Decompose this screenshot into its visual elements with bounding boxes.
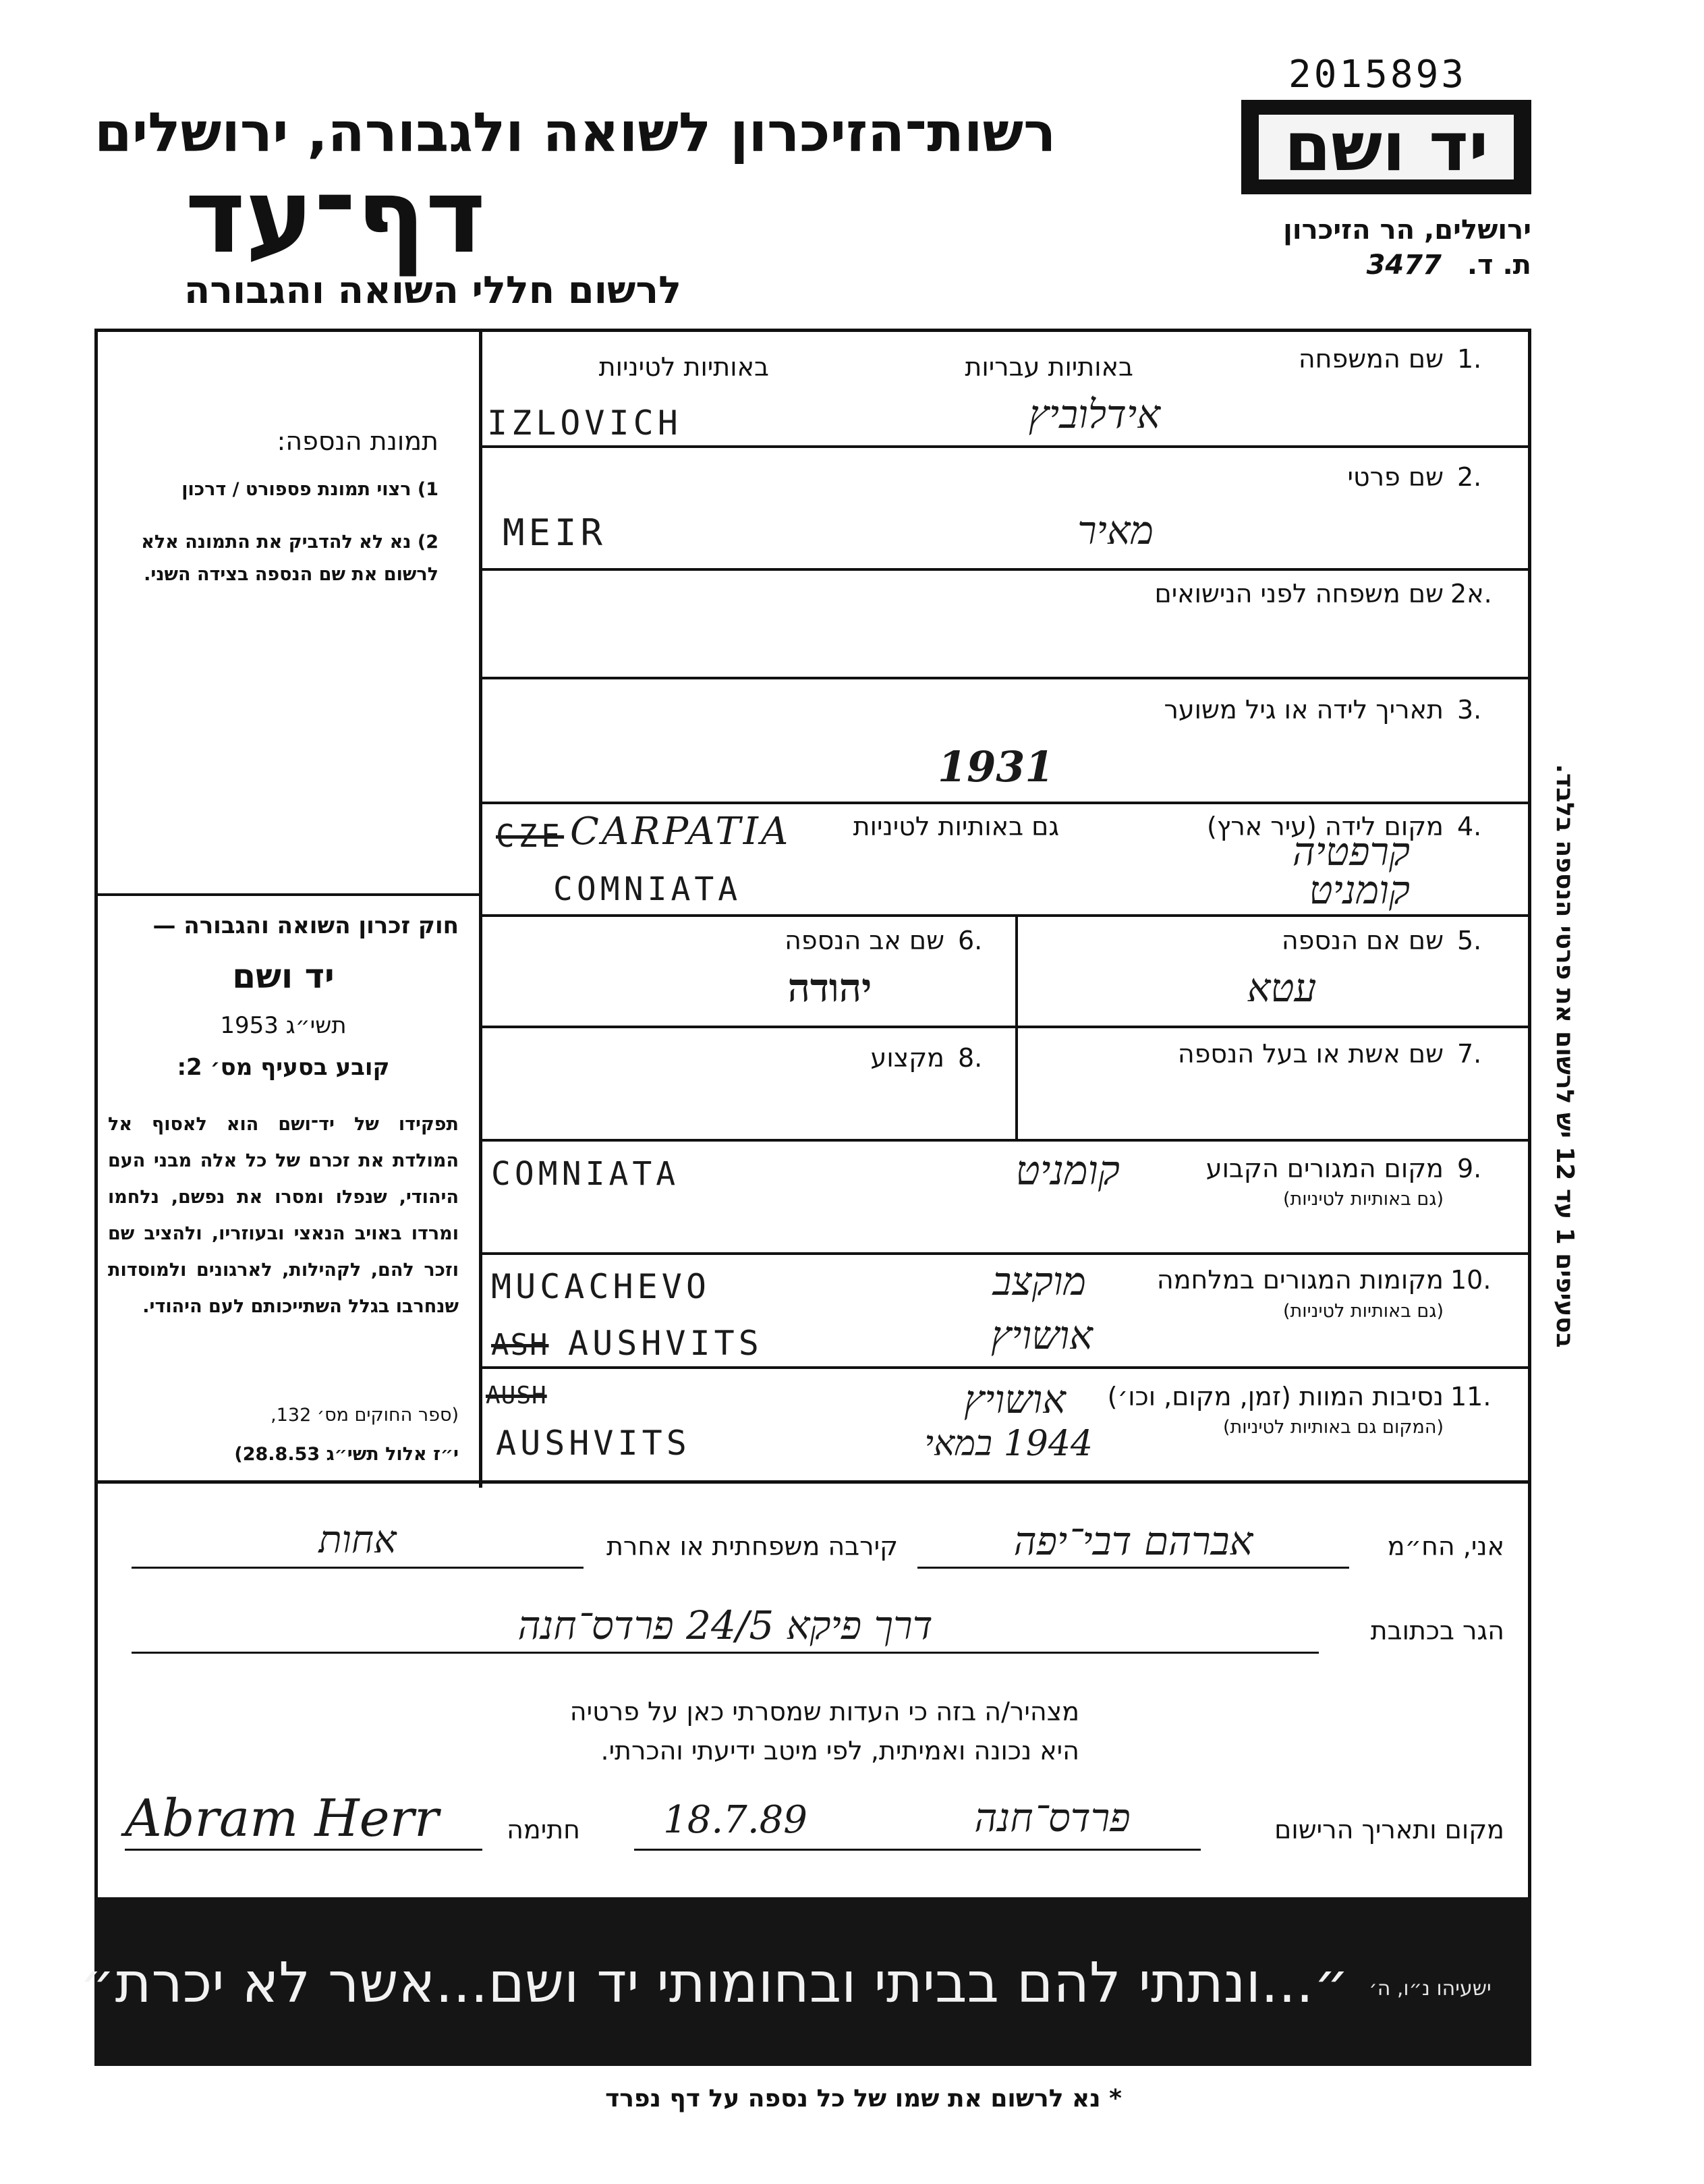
declarant-name-value: אברהם דבי־יפה — [1013, 1518, 1253, 1564]
signature-line — [125, 1849, 482, 1851]
f10-hebrew-value-2: אושויץ — [991, 1312, 1093, 1358]
f1-latin-value: IZLOVICH — [487, 403, 682, 443]
law-ref-2: י״ז אלול תשי״ג 28.8.53) — [234, 1444, 459, 1465]
po-box-label: ת. ד. — [1467, 250, 1531, 281]
photo-note-2: 2) נא לא להדביק את התמונה אלא לרשום את שם הנספה בצידה השני. — [141, 532, 438, 585]
f10-sub-label: (גם באותיות לטיניות) — [1282, 1301, 1444, 1322]
address-line-underline — [132, 1652, 1319, 1654]
place-date-line — [634, 1849, 1201, 1851]
f6-label: שם אב הנספה — [785, 926, 944, 955]
serial-number: 2015893 — [1288, 53, 1467, 96]
f1-label: שם המשפחה — [1298, 344, 1444, 374]
f8-label: מקצוע — [870, 1043, 944, 1073]
f4-latin-value-2: COMNIATA — [553, 870, 742, 908]
f7-number: 7. — [1457, 1039, 1482, 1069]
law-title: חוק זכרון השואה והגבורה — — [152, 912, 459, 939]
f1-hebrew-value: אידלוביץ — [1028, 391, 1160, 437]
banner-source: ישעיהו נ״ו, ה׳ — [1369, 1977, 1492, 2000]
date-value: 18.7.89 — [663, 1798, 807, 1842]
f2a-number: 2א. — [1450, 579, 1492, 609]
row-line-3 — [480, 802, 1529, 804]
po-box-number: 3477 — [1366, 250, 1442, 281]
page-title: דף־עד — [185, 157, 486, 276]
f3-label: תאריך לידה או גיל משוער — [1164, 695, 1444, 725]
law-clause: קובע בסעיף מס׳ 2: — [177, 1054, 390, 1081]
relation-value: אחות — [318, 1518, 397, 1562]
f7-label: שם אשת או בעל הנספה — [1177, 1039, 1444, 1069]
place-value: פרדס־חנה — [974, 1795, 1131, 1841]
f2-hebrew-value: מאיר — [1077, 507, 1154, 553]
address-value: דרך פיקא 24/5 פרדס־חנה — [517, 1602, 933, 1648]
f10-latin-strike: ASH — [491, 1328, 549, 1362]
f4-latin-value-1: CARPATIA — [570, 810, 791, 853]
banner-quote: ״...ונתתי להם בביתי ובחומותי יד ושם...אשר לא יכרת״ — [79, 1951, 1349, 2015]
f4-sub-label: גם באותיות לטיניות — [853, 812, 1059, 841]
row-line-10 — [480, 1366, 1529, 1369]
f1-number: 1. — [1457, 344, 1482, 374]
f11-latin-strike: AUSH — [486, 1382, 547, 1409]
f3-value: 1931 — [938, 742, 1054, 791]
f5-label: שם אם הנספה — [1281, 926, 1444, 955]
col-divider-56 — [1015, 916, 1018, 1028]
photo-note-1: 1) רצוי תמונת פספורט / דרכון — [181, 479, 438, 500]
authority-title: רשות־הזיכרון לשואה ולגבורה, ירושלים — [94, 101, 1056, 164]
f8-number: 8. — [958, 1043, 983, 1073]
statement-line-2: היא נכונה ואמיתית, לפי מיטב ידיעתי והכרתי. — [600, 1736, 1079, 1766]
f11-hebrew-value-2: 1944 במאי — [924, 1424, 1093, 1464]
f11-hebrew-value-1: אושויץ — [964, 1376, 1066, 1422]
relation-label: קירבה משפחתית או אחרת — [606, 1532, 899, 1561]
row-line-56 — [480, 1026, 1529, 1028]
declaration-left-border — [94, 1481, 98, 1899]
page-subtitle: לרשום חללי השואה והגבורה — [183, 269, 681, 312]
logo-text: יד ושם — [1284, 107, 1489, 186]
f9-sub-label: (גם באותיות לטיניות) — [1282, 1189, 1444, 1210]
declaration-right-border — [1528, 1481, 1531, 1899]
col-latin-label: באותיות לטיניות — [598, 352, 769, 382]
f9-number: 9. — [1457, 1154, 1482, 1183]
f6-value: יהודה — [787, 965, 872, 1011]
footer-note: * נא לרשום את שמו של כל נספה על דף נפרד — [605, 2085, 1122, 2112]
yad-vashem-logo — [1241, 100, 1531, 194]
f10-hebrew-value-1: מוקצב — [992, 1258, 1086, 1304]
f6-number: 6. — [958, 926, 983, 955]
f10-number: 10. — [1450, 1265, 1492, 1295]
declarant-label: אני, הח״מ — [1387, 1532, 1504, 1561]
address-line: ירושלים, הר הזיכרון — [1283, 215, 1531, 246]
f4-label: מקום לידה (עיר ארץ) — [1207, 812, 1444, 841]
photo-title: תמונת הנספה: — [277, 426, 438, 456]
f2-number: 2. — [1457, 462, 1482, 492]
f2-label: שם פרטי — [1347, 462, 1444, 492]
f10-label: מקומות המגורים במלחמה — [1156, 1265, 1444, 1295]
row-line-9 — [480, 1252, 1529, 1255]
f11-latin-value: AUSHVITS — [496, 1424, 691, 1463]
f5-number: 5. — [1457, 926, 1482, 955]
signature-label: חתימה — [507, 1815, 580, 1845]
law-year: תשי״ג 1953 — [220, 1012, 347, 1039]
col-divider-78 — [1015, 1028, 1018, 1141]
left-panel-divider — [479, 331, 482, 1488]
f4-hebrew-value-2: קומניט — [1309, 867, 1410, 913]
declarant-name-line — [917, 1567, 1349, 1569]
f4-latin-strike: CZE — [496, 818, 565, 854]
side-note: בסעיפים 1 עד 12 יש לרשום את פרטי הנספה בלבד. — [1551, 764, 1579, 1348]
law-ref-1: (ספר החוקים מס׳ 132, — [271, 1405, 459, 1426]
f11-sub-label: (המקום גם באותיות לטיניות) — [1222, 1417, 1444, 1438]
f10-latin-value-2: AUSHVITS — [568, 1324, 763, 1363]
statement-line-1: מצהיר/ה בזה כי העדות שמסרתי כאן על פרטיה — [569, 1697, 1079, 1727]
f11-label: נסיבות המוות (זמן, מקום, וכו׳) — [1107, 1382, 1444, 1411]
f9-latin-value: COMNIATA — [491, 1155, 680, 1193]
f9-label: מקום המגורים הקבוע — [1205, 1154, 1444, 1183]
signature-value: Abram Herr — [125, 1788, 439, 1848]
quote-banner — [79, 1897, 1531, 2066]
f3-number: 3. — [1457, 695, 1482, 725]
po-box — [1241, 250, 1531, 281]
f10-latin-value-1: MUCACHEVO — [491, 1267, 710, 1306]
row-line-1 — [480, 445, 1529, 448]
f2-latin-value: MEIR — [503, 511, 607, 554]
f5-value: עטא — [1247, 965, 1317, 1011]
relation-line — [132, 1567, 584, 1569]
col-hebrew-label: באותיות עבריות — [965, 352, 1133, 382]
law-name: יד ושם — [232, 957, 335, 996]
row-line-78 — [480, 1139, 1529, 1142]
f9-hebrew-value: קומניט — [1015, 1147, 1120, 1194]
f4-number: 4. — [1457, 812, 1482, 841]
f2a-label: שם משפחה לפני הנישואים — [1154, 579, 1444, 609]
row-line-4 — [480, 914, 1529, 917]
photo-box-bottom — [94, 893, 482, 896]
row-line-2 — [480, 568, 1529, 571]
address-label: הגר בכתובת — [1370, 1616, 1504, 1646]
place-date-label: מקום ותאריך הרישום — [1274, 1815, 1504, 1845]
f11-number: 11. — [1450, 1382, 1492, 1411]
f4-hebrew-value-1: קרפטיה — [1292, 829, 1410, 874]
row-line-2a — [480, 677, 1529, 679]
law-text: תפקידו של יד־ושם הוא לאסוף אל המולדת את זכרם של כל אלה מבני העם היהודי, שנפלו ומסרו את נפשם, נלחמו ומרדו באויב הנאצי ובעוזריו, ולהציב שם וזכר להם, לקהילות, לארגונים ולמוסדות שנחרבו בגלל השתייכותם לעם היהודי. — [108, 1114, 459, 1317]
